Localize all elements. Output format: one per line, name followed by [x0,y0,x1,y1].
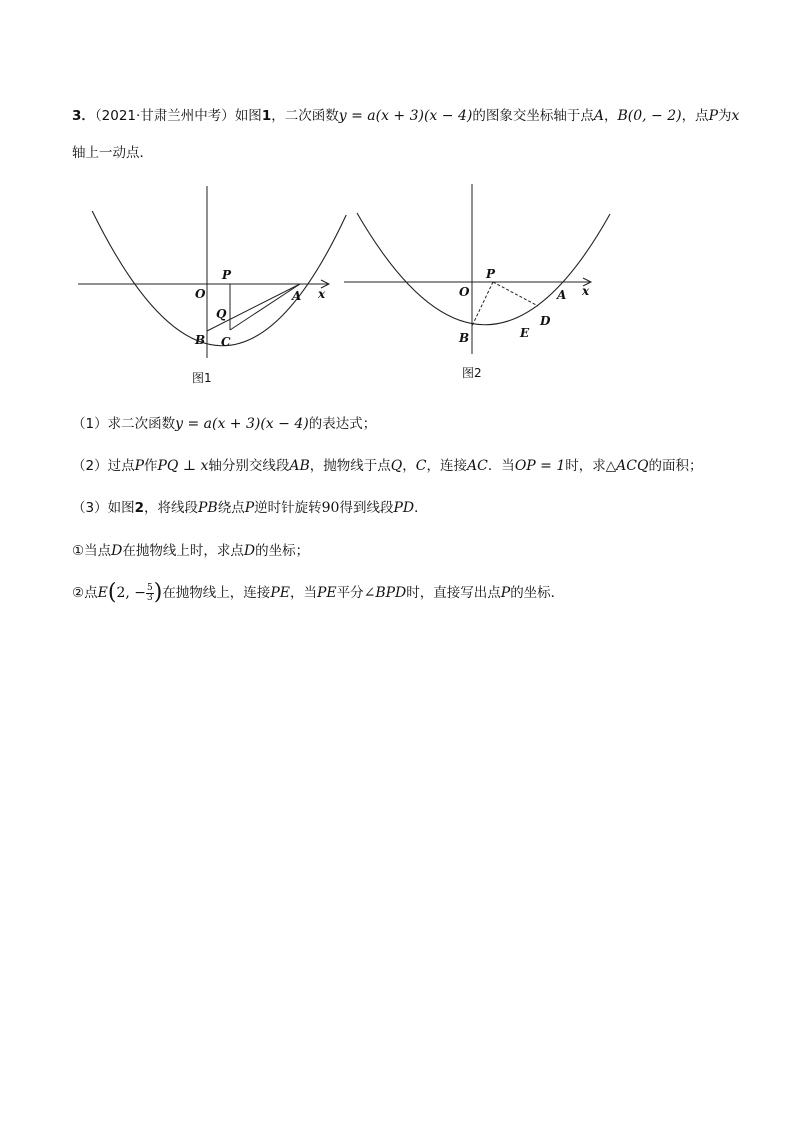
text: ， [603,108,618,124]
question-1 [72,414,376,434]
text: （2）过点 [72,458,135,474]
text: ， [402,458,416,474]
text: 绕点 [217,500,245,516]
text: 为 [717,108,732,124]
parabola [92,211,346,346]
math: ∠BPD [363,585,407,601]
question-3-1 [72,541,309,561]
label-x: x [582,284,590,298]
parabola [357,213,610,325]
label-o: O [195,287,206,301]
fig-ref: 1 [261,108,272,124]
problem-intro [72,106,739,126]
text: 轴上一动点． [72,145,153,161]
text: 的图象交坐标轴于点 [472,108,594,124]
fraction [146,584,154,603]
text: 的面积； [648,458,703,474]
caption-fig2: 图2 [462,366,482,380]
segment-ac [230,284,300,330]
label-e: E [520,326,530,340]
math: D [111,543,123,559]
point-coord: B(0, − 2) [617,108,682,124]
figure-2 [342,178,627,393]
text: 的表达式； [308,416,377,432]
label-q: Q [216,307,227,321]
question-2 [72,456,702,476]
math: 2, − [116,585,146,601]
function-expression: y = a(x + 3)(x − 4) [338,108,473,124]
text: ，连接 [426,458,467,474]
fig-ref: 2 [134,500,144,516]
math: P [134,458,145,474]
math: PE [270,585,290,601]
math: PQ ⊥ x [157,458,209,474]
point-label: A [593,108,604,124]
text: 如图 [234,108,262,124]
question-3-2 [72,580,565,605]
fraction-numerator: 5 [146,582,153,593]
label-a: A [557,288,567,302]
question-3 [72,498,428,518]
text: ． [414,500,428,516]
math: P [500,585,511,601]
text: ，抛物线于点 [309,458,391,474]
text: 轴分别交线段 [208,458,290,474]
math: E [97,585,108,601]
label-b: B [459,331,470,345]
label-o: O [459,285,470,299]
text: ②点 [72,585,98,601]
text: 平分 [336,585,364,601]
text: ，将线段 [144,500,198,516]
math: D [243,543,256,559]
label-x: x [318,287,326,301]
math: C [415,458,427,474]
label-p: P [486,267,496,281]
segment-pd [493,282,538,306]
text: ，点 [681,108,709,124]
caption-fig1: 图1 [192,371,212,385]
segment-pb [472,282,493,326]
figure-1 [70,178,355,393]
label-a: A [292,289,302,303]
math: Q [390,458,403,474]
paren-close: ) [153,580,163,605]
math: P [244,500,255,516]
text: 在抛物线上时，求点 [122,543,244,559]
fraction-denominator: 3 [146,592,153,603]
math: ACQ [616,458,649,474]
text: 得到线段 [339,500,394,516]
function-expression: y = a(x + 3)(x − 4) [175,416,309,432]
math: OP = 1 [514,458,566,474]
text: ，当 [289,585,317,601]
problem-source: （2021·甘肃兰州中考） [94,108,235,124]
text: ，二次函数 [271,108,339,124]
text: 时，直接写出点 [406,585,501,601]
label-c: C [221,335,231,349]
text: 作 [144,458,158,474]
text: ①当点 [72,543,112,559]
text: 逆时针旋转 [254,500,322,516]
label-d: D [540,314,551,328]
text: 的坐标； [255,543,310,559]
math: AB [289,458,310,474]
paren-open: ( [107,580,117,605]
math: PD [393,500,415,516]
math: AC [466,458,488,474]
math: 90 [321,500,340,516]
text: ．当 [487,458,515,474]
text: （1）求二次函数 [72,416,176,432]
math: PB [198,500,218,516]
text: 的坐标． [510,585,565,601]
var-label: x [731,108,740,124]
math: PE [316,585,337,601]
problem-number: 3． [72,108,95,124]
label-b: B [195,333,206,347]
text: 在抛物线上，连接 [162,585,271,601]
label-p: P [222,268,232,282]
point-label: P [708,108,718,124]
text: 时，求△ [565,458,617,474]
problem-intro-cont [72,143,153,163]
text: （3）如图 [72,500,135,516]
